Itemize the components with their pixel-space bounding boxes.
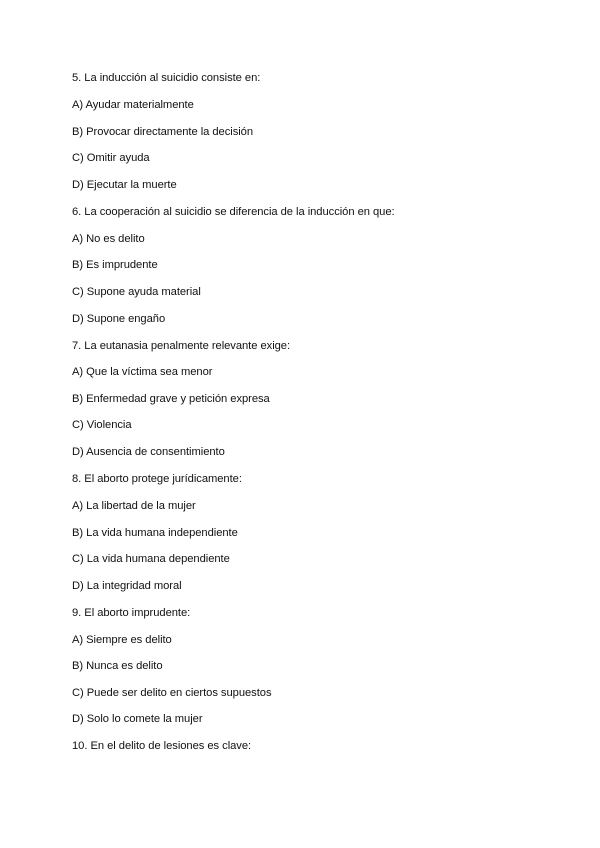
q5-option-b: B) Provocar directamente la decisión (72, 126, 254, 138)
question-7: 7. La eutanasia penalmente relevante exige: (72, 340, 291, 352)
question-6: 6. La cooperación al suicidio se diferencia de la inducción en que: (72, 206, 395, 218)
q7-option-b: B) Enfermedad grave y petición expresa (72, 393, 270, 405)
q6-option-d: D) Supone engaño (72, 313, 166, 325)
q5-option-d: D) Ejecutar la muerte (72, 179, 177, 191)
question-9: 9. El aborto imprudente: (72, 607, 191, 619)
q8-option-b: B) La vida humana independiente (72, 527, 238, 539)
q7-option-d: D) Ausencia de consentimiento (72, 446, 225, 458)
question-10: 10. En el delito de lesiones es clave: (72, 740, 252, 752)
q5-option-a: A) Ayudar materialmente (72, 99, 194, 111)
q7-option-c: C) Violencia (72, 419, 132, 431)
q8-option-a: A) La libertad de la mujer (72, 500, 196, 512)
q5-option-c: C) Omitir ayuda (72, 152, 150, 164)
question-8: 8. El aborto protege jurídicamente: (72, 473, 242, 485)
q9-option-d: D) Solo lo comete la mujer (72, 713, 203, 725)
q6-option-c: C) Supone ayuda material (72, 286, 201, 298)
q8-option-d: D) La integridad moral (72, 580, 182, 592)
q7-option-a: A) Que la víctima sea menor (72, 366, 213, 378)
q9-option-c: C) Puede ser delito en ciertos supuestos (72, 687, 272, 699)
question-5: 5. La inducción al suicidio consiste en: (72, 72, 261, 84)
q8-option-c: C) La vida humana dependiente (72, 553, 230, 565)
q6-option-b: B) Es imprudente (72, 259, 158, 271)
q9-option-b: B) Nunca es delito (72, 660, 163, 672)
q9-option-a: A) Siempre es delito (72, 634, 172, 646)
q6-option-a: A) No es delito (72, 233, 145, 245)
